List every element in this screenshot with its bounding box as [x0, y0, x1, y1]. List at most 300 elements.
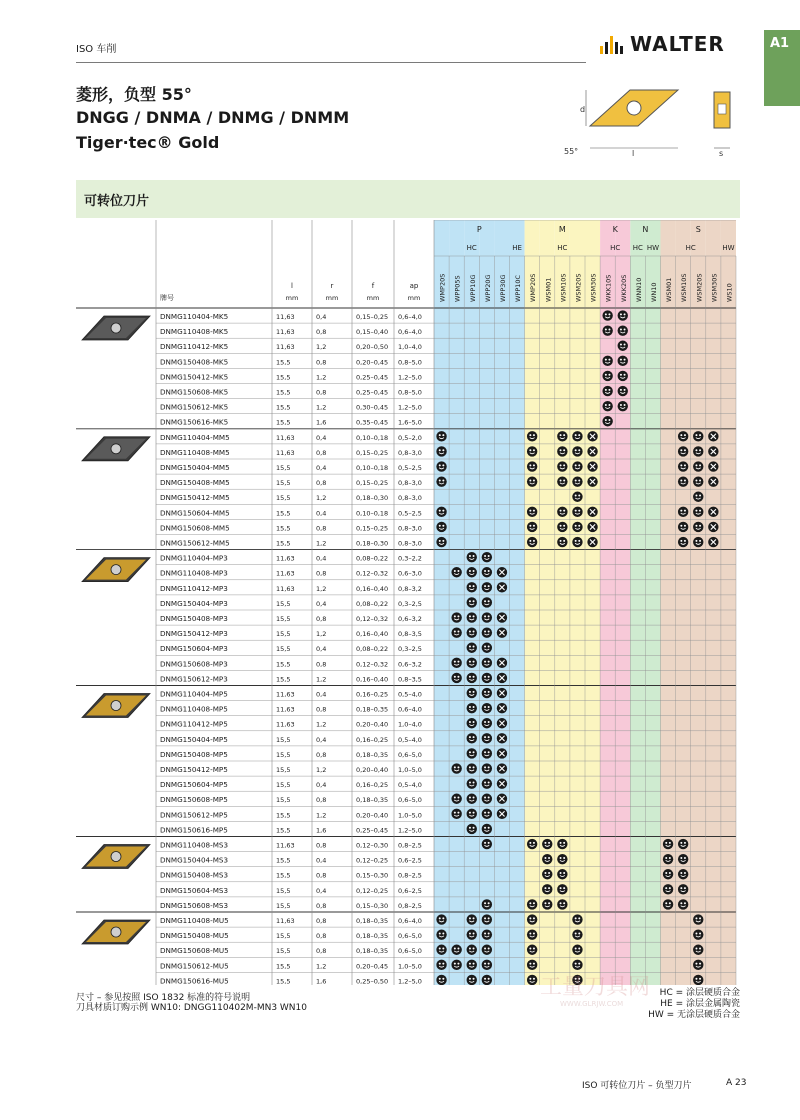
grade-icon-dot — [442, 479, 444, 481]
dimension-value: 0,8 — [316, 569, 327, 578]
coating-type-label: HC — [610, 244, 621, 252]
recommended-grade-icon — [678, 854, 688, 864]
dimension-value: 15,5 — [276, 947, 291, 956]
recommended-grade-icon — [693, 522, 703, 532]
recommended-grade-icon — [482, 597, 492, 607]
grade-icon-dot — [473, 751, 475, 753]
grade-icon-dot — [684, 540, 686, 542]
recommended-grade-icon — [482, 643, 492, 653]
recommended-grade-icon — [527, 461, 537, 471]
recommended-grade-icon — [451, 612, 461, 622]
grade-icon-dot — [699, 434, 701, 436]
grade-icon-dot — [560, 479, 562, 481]
grade-icon-dot — [699, 495, 701, 497]
dimension-value: 1,0–5,0 — [398, 962, 422, 971]
dimension-value: 11,63 — [276, 705, 295, 714]
dimension-value: 0,08–0,22 — [356, 599, 389, 608]
grade-icon-dot — [575, 917, 577, 919]
dimension-value: 0,8–3,0 — [398, 494, 422, 503]
insert-designation: DNMG150408-MU5 — [160, 931, 229, 941]
grade-icon-dot — [439, 963, 441, 965]
grade-icon-dot — [473, 570, 475, 572]
grade-icon-dot — [529, 434, 531, 436]
recommended-grade-icon — [557, 476, 567, 486]
grade-icon-dot — [695, 963, 697, 965]
dimension-value: 0,18–0,30 — [356, 494, 389, 503]
recommended-grade-icon — [557, 431, 567, 441]
grade-icon-dot — [488, 721, 490, 723]
dimension-value: 0,6–4,0 — [398, 705, 422, 714]
dimension-value: 15,5 — [276, 886, 291, 895]
dimension-value: 0,6–4,0 — [398, 313, 422, 321]
grade-icon-dot — [439, 978, 441, 980]
coating-type-label: HC — [466, 244, 477, 252]
grade-column-band — [434, 220, 449, 985]
grade-selection-table — [76, 220, 740, 985]
grade-icon-dot — [699, 525, 701, 527]
recommended-grade-icon — [482, 763, 492, 773]
grade-icon-dot — [439, 479, 441, 481]
recommended-grade-icon — [451, 763, 461, 773]
grade-icon-dot — [533, 434, 535, 436]
grade-icon-dot — [484, 661, 486, 663]
recommended-grade-icon — [467, 612, 477, 622]
grade-icon-dot — [529, 842, 531, 844]
grade-icon-dot — [529, 963, 531, 965]
dimension-value: 0,8–2,5 — [398, 841, 422, 850]
dimension-value: 15,5 — [276, 403, 291, 412]
dimension-value: 0,8–2,5 — [398, 871, 422, 880]
grade-icon-dot — [469, 736, 471, 738]
grade-column-band — [691, 220, 706, 985]
recommended-grade-icon — [451, 673, 461, 683]
grade-icon-dot — [695, 510, 697, 512]
recommended-grade-icon — [572, 476, 582, 486]
grade-icon-dot — [533, 842, 535, 844]
recommended-grade-icon — [527, 839, 537, 849]
dimension-value: 15,5 — [276, 735, 291, 744]
grade-icon-dot — [488, 978, 490, 980]
recommended-grade-icon — [572, 945, 582, 955]
insert-designation: DNMG150608-MM5 — [160, 523, 230, 533]
grade-icon-dot — [484, 963, 486, 965]
coating-type-label: HW — [722, 244, 735, 252]
dimension-value: 0,12–0,32 — [356, 569, 389, 578]
grade-icon-dot — [473, 600, 475, 602]
grade-icon-dot — [454, 812, 456, 814]
dimension-value: 0,8 — [316, 796, 327, 805]
insert-designation: DNMG150608-MK5 — [160, 387, 229, 397]
grade-icon-dot — [695, 917, 697, 919]
grade-icon-dot — [484, 570, 486, 572]
grade-label: WSM01 — [544, 277, 553, 302]
dimension-value: 0,18–0,35 — [356, 796, 389, 805]
dimension-value: 1,2–5,0 — [398, 373, 422, 382]
grade-icon-dot — [484, 766, 486, 768]
grade-icon-dot — [439, 917, 441, 919]
grade-icon-dot — [442, 932, 444, 934]
dimension-value: 0,8–5,0 — [398, 388, 422, 397]
insert-hole — [111, 852, 121, 862]
dimension-value: 0,10–0,18 — [356, 464, 389, 472]
grade-label: WMP20S — [438, 273, 447, 302]
dimension-value: 15,5 — [276, 524, 291, 533]
grade-icon-dot — [473, 661, 475, 663]
grade-icon-dot — [578, 479, 580, 481]
insert-designation: DNMG110408-MU5 — [160, 916, 229, 925]
dimension-value: 0,6–3,0 — [398, 569, 422, 578]
recommended-grade-icon — [663, 884, 673, 894]
grade-icon-dot — [473, 721, 475, 723]
grade-icon-dot — [469, 691, 471, 693]
grade-icon-dot — [620, 359, 622, 361]
legend — [600, 988, 740, 1021]
grade-icon-dot — [484, 827, 486, 829]
recommended-grade-icon — [467, 552, 477, 562]
grade-icon-dot — [484, 721, 486, 723]
grade-icon-dot — [469, 570, 471, 572]
dimension-value: 11,63 — [276, 917, 295, 925]
recommended-grade-icon — [482, 778, 492, 788]
recommended-grade-icon — [557, 854, 567, 864]
grade-icon-dot — [624, 313, 626, 315]
recommended-grade-icon — [467, 809, 477, 819]
recommended-grade-icon — [527, 975, 537, 985]
recommended-grade-icon — [572, 492, 582, 502]
recommended-grade-icon — [436, 929, 446, 939]
recommended-grade-icon — [482, 914, 492, 924]
recommended-grade-icon — [467, 658, 477, 668]
dimension-unit: mm — [407, 294, 421, 302]
grade-icon-dot — [469, 615, 471, 617]
recommended-grade-icon — [693, 914, 703, 924]
recommended-grade-icon — [436, 446, 446, 456]
insert-designation: DNMG150604-MP5 — [160, 780, 228, 790]
grade-icon-dot — [695, 464, 697, 466]
dimension-value: 11,63 — [276, 584, 295, 593]
dimension-value: 0,6–4,0 — [398, 917, 422, 925]
grade-icon-dot — [529, 479, 531, 481]
grade-icon-dot — [473, 917, 475, 919]
grade-icon-dot — [548, 872, 550, 874]
grade-icon-dot — [620, 313, 622, 315]
dimension-value: 0,8 — [316, 328, 327, 337]
grade-icon-dot — [578, 525, 580, 527]
dimension-value: 0,3–2,2 — [398, 554, 422, 563]
grade-icon-dot — [695, 479, 697, 481]
grade-icon-dot — [529, 525, 531, 527]
dimension-value: 0,8 — [316, 947, 327, 956]
grade-icon-dot — [533, 902, 535, 904]
recommended-grade-icon — [542, 899, 552, 909]
grade-icon-dot — [469, 932, 471, 934]
dimension-symbol-ap: ap — [409, 282, 419, 290]
dimension-value: 1,0–4,0 — [398, 343, 422, 352]
grade-icon-dot — [669, 902, 671, 904]
page-number: A 23 — [726, 1078, 747, 1088]
dimension-value: 15,5 — [276, 539, 291, 548]
insert-dimension-diagram — [560, 78, 750, 160]
insert-designation: DNMG110412-MP3 — [160, 583, 228, 593]
recommended-grade-icon — [693, 975, 703, 985]
grade-icon-dot — [605, 374, 607, 376]
recommended-grade-icon — [557, 461, 567, 471]
grade-icon-dot — [680, 887, 682, 889]
dimension-value: 1,2–5,0 — [398, 826, 422, 835]
recommended-grade-icon — [467, 718, 477, 728]
dimension-value: 0,25–0,45 — [356, 388, 389, 397]
recommended-grade-icon — [678, 839, 688, 849]
dimension-value: 15,5 — [276, 615, 291, 623]
grade-icon-dot — [488, 917, 490, 919]
grade-icon-dot — [608, 359, 610, 361]
grade-icon-dot — [695, 449, 697, 451]
grade-icon-dot — [473, 812, 475, 814]
grade-icon-dot — [442, 963, 444, 965]
recommended-grade-icon — [693, 960, 703, 970]
recommended-grade-icon — [693, 461, 703, 471]
insert-designation: DNMG150412-MP5 — [160, 765, 228, 774]
grade-icon-dot — [620, 389, 622, 391]
recommended-grade-icon — [482, 627, 492, 637]
insert-designation: DNMG150616-MU5 — [160, 976, 229, 985]
grade-icon-dot — [548, 857, 550, 859]
recommended-grade-icon — [557, 899, 567, 909]
recommended-grade-icon — [451, 794, 461, 804]
dimension-value: 1,0–5,0 — [398, 766, 422, 774]
grade-icon-dot — [695, 525, 697, 527]
dimension-value: 0,4 — [316, 645, 327, 654]
walter-logo — [600, 30, 740, 60]
dimension-value: 0,8 — [316, 917, 327, 925]
section-tab-a1[interactable]: A1 — [764, 30, 800, 106]
grade-icon-dot — [488, 766, 490, 768]
insert-hole — [111, 927, 121, 937]
recommended-grade-icon — [572, 914, 582, 924]
dimension-value: 0,6–5,0 — [398, 796, 422, 805]
grade-icon-dot — [575, 978, 577, 980]
grade-icon-dot — [624, 389, 626, 391]
grade-label: WKK20S — [619, 274, 628, 302]
recommended-grade-icon — [678, 884, 688, 894]
dimension-value: 0,4 — [316, 433, 327, 442]
grade-icon-dot — [457, 661, 459, 663]
recommended-grade-icon — [436, 431, 446, 441]
material-group-label: K — [612, 225, 618, 234]
recommended-grade-icon — [557, 537, 567, 547]
grade-icon-dot — [488, 615, 490, 617]
grade-icon-dot — [665, 857, 667, 859]
grade-icon-dot — [560, 540, 562, 542]
insert-designation: DNMG150612-MK5 — [160, 402, 229, 412]
recommended-grade-icon — [482, 688, 492, 698]
dimension-value: 0,8 — [316, 615, 327, 623]
recommended-grade-icon — [572, 522, 582, 532]
dimension-value: 0,25–0,45 — [356, 373, 389, 382]
grade-icon-dot — [575, 495, 577, 497]
grade-icon-dot — [624, 328, 626, 330]
grade-icon-dot — [560, 887, 562, 889]
grade-icon-dot — [680, 464, 682, 466]
dimension-value: 0,20–0,45 — [356, 962, 389, 971]
grade-icon-dot — [469, 917, 471, 919]
dimension-value: 0,6–3,2 — [398, 615, 422, 623]
dimension-value: 0,8 — [316, 660, 327, 669]
dimension-value: 0,15–0,25 — [356, 448, 389, 457]
recommended-grade-icon — [467, 975, 477, 985]
insert-designation: DNMG150608-MP5 — [160, 795, 228, 805]
dimension-value: 0,15–0,25 — [356, 479, 389, 488]
recommended-grade-icon — [557, 507, 567, 517]
grade-label: WSM20S — [574, 273, 583, 302]
recommended-grade-icon — [542, 839, 552, 849]
dimension-value: 15,5 — [276, 494, 291, 503]
grade-icon-dot — [457, 948, 459, 950]
grade-icon-dot — [665, 887, 667, 889]
grade-icon-dot — [680, 872, 682, 874]
dimension-value: 0,8–2,5 — [398, 901, 422, 910]
diagram-label-l: l — [632, 149, 635, 158]
grade-icon-dot — [488, 706, 490, 708]
recommended-grade-icon — [482, 839, 492, 849]
recommended-grade-icon — [557, 839, 567, 849]
recommended-grade-icon — [482, 824, 492, 834]
recommended-grade-icon — [467, 582, 477, 592]
grade-icon-dot — [484, 797, 486, 799]
dimension-value: 0,18–0,35 — [356, 947, 389, 956]
grade-label: WSM10S — [559, 273, 568, 302]
dimension-value: 0,16–0,25 — [356, 735, 389, 744]
grade-icon-dot — [684, 842, 686, 844]
dimension-value: 1,2 — [316, 494, 327, 503]
dimension-value: 1,6 — [316, 826, 327, 835]
grade-icon-dot — [575, 540, 577, 542]
insert-designation: DNMG150404-MS3 — [160, 855, 229, 865]
grade-icon-dot — [484, 691, 486, 693]
grade-icon-dot — [469, 948, 471, 950]
grade-icon-dot — [699, 540, 701, 542]
dimension-value: 11,63 — [276, 313, 295, 321]
grade-icon-dot — [680, 434, 682, 436]
dimension-value: 15,5 — [276, 901, 291, 910]
dimension-value: 0,4 — [316, 886, 327, 895]
recommended-grade-icon — [693, 492, 703, 502]
dimension-value: 0,20–0,45 — [356, 358, 389, 367]
grade-icon-dot — [442, 540, 444, 542]
recommended-grade-icon — [527, 537, 537, 547]
insert-designation: DNMG150616-MP5 — [160, 825, 228, 835]
grade-icon-dot — [544, 887, 546, 889]
grade-icon-dot — [488, 570, 490, 572]
dimension-value: 0,8 — [316, 932, 327, 941]
grade-icon-dot — [699, 917, 701, 919]
dimension-value: 0,25–0,50 — [356, 977, 389, 985]
grade-icon-dot — [563, 510, 565, 512]
grade-label: WPP10G — [468, 274, 477, 302]
grade-icon-dot — [484, 917, 486, 919]
grade-icon-dot — [484, 600, 486, 602]
grade-icon-dot — [454, 630, 456, 632]
grade-icon-dot — [484, 978, 486, 980]
dimension-value: 11,63 — [276, 343, 295, 352]
grade-icon-dot — [560, 525, 562, 527]
insert-designation: DNMG150608-MS3 — [160, 900, 229, 910]
dimension-value: 0,20–0,40 — [356, 720, 389, 729]
dimension-value: 0,20–0,40 — [356, 811, 389, 820]
grade-icon-dot — [533, 978, 535, 980]
material-group-label: S — [695, 225, 701, 234]
grade-icon-dot — [699, 464, 701, 466]
dimension-value: 0,16–0,40 — [356, 675, 389, 684]
grade-icon-dot — [699, 479, 701, 481]
dimension-value: 1,6 — [316, 977, 327, 985]
insert-designation: DNMG110412-MP5 — [160, 719, 228, 729]
dimension-value: 15,5 — [276, 630, 291, 639]
grade-icon-dot — [563, 540, 565, 542]
dimension-value: 0,6–3,2 — [398, 660, 422, 669]
grade-column-band — [645, 220, 660, 985]
dimension-value: 15,5 — [276, 856, 291, 865]
insert-hole — [111, 323, 121, 333]
dimension-value: 0,8 — [316, 388, 327, 397]
grade-icon-dot — [442, 510, 444, 512]
dimension-value: 0,18–0,35 — [356, 705, 389, 714]
grade-icon-dot — [560, 902, 562, 904]
grade-label: WSM30S — [710, 273, 719, 302]
grade-column-band — [525, 220, 540, 985]
grade-label: WN10 — [649, 282, 658, 302]
dimension-value: 1,2 — [316, 720, 327, 729]
grade-column-band — [585, 220, 600, 985]
recommended-grade-icon — [663, 899, 673, 909]
footnote-order-example: 刀具材质订购示例 WN10: DNGG110402M-MN3 WN10 — [76, 1003, 307, 1013]
grade-icon-dot — [439, 449, 441, 451]
recommended-grade-icon — [467, 763, 477, 773]
dimension-value: 0,25–0,45 — [356, 826, 389, 835]
grade-icon-dot — [488, 932, 490, 934]
dimension-value: 15,5 — [276, 766, 291, 774]
dimension-value: 0,4 — [316, 554, 327, 563]
page-title-product: Tiger·tec® Gold — [76, 133, 220, 152]
grade-icon-dot — [578, 978, 580, 980]
grade-icon-dot — [439, 525, 441, 527]
grade-icon-dot — [454, 963, 456, 965]
recommended-grade-icon — [527, 446, 537, 456]
grade-label: WS10 — [725, 283, 734, 302]
insert-designation: DNMG110404-MP5 — [160, 689, 228, 699]
dimension-value: 0,35–0,45 — [356, 418, 389, 427]
recommended-grade-icon — [602, 371, 612, 381]
page-title-shape: 菱形，负型 55° — [76, 85, 192, 104]
grade-icon-dot — [684, 857, 686, 859]
grade-icon-dot — [457, 570, 459, 572]
grade-icon-dot — [699, 963, 701, 965]
dimension-value: 0,8–3,0 — [398, 524, 422, 533]
dimension-value: 0,20–0,50 — [356, 343, 389, 352]
grade-icon-dot — [608, 404, 610, 406]
recommended-grade-icon — [436, 461, 446, 471]
grade-icon-dot — [533, 540, 535, 542]
grade-icon-dot — [469, 978, 471, 980]
grade-label: WNN10 — [634, 277, 643, 302]
grade-icon-dot — [488, 797, 490, 799]
recommended-grade-icon — [451, 960, 461, 970]
footnote-dimensions: 尺寸 – 参见按照 ISO 1832 标准的符号说明 — [76, 993, 251, 1003]
diagram-label-s: s — [719, 149, 724, 158]
grade-icon-dot — [578, 963, 580, 965]
grade-icon-dot — [469, 751, 471, 753]
grade-icon-dot — [563, 434, 565, 436]
